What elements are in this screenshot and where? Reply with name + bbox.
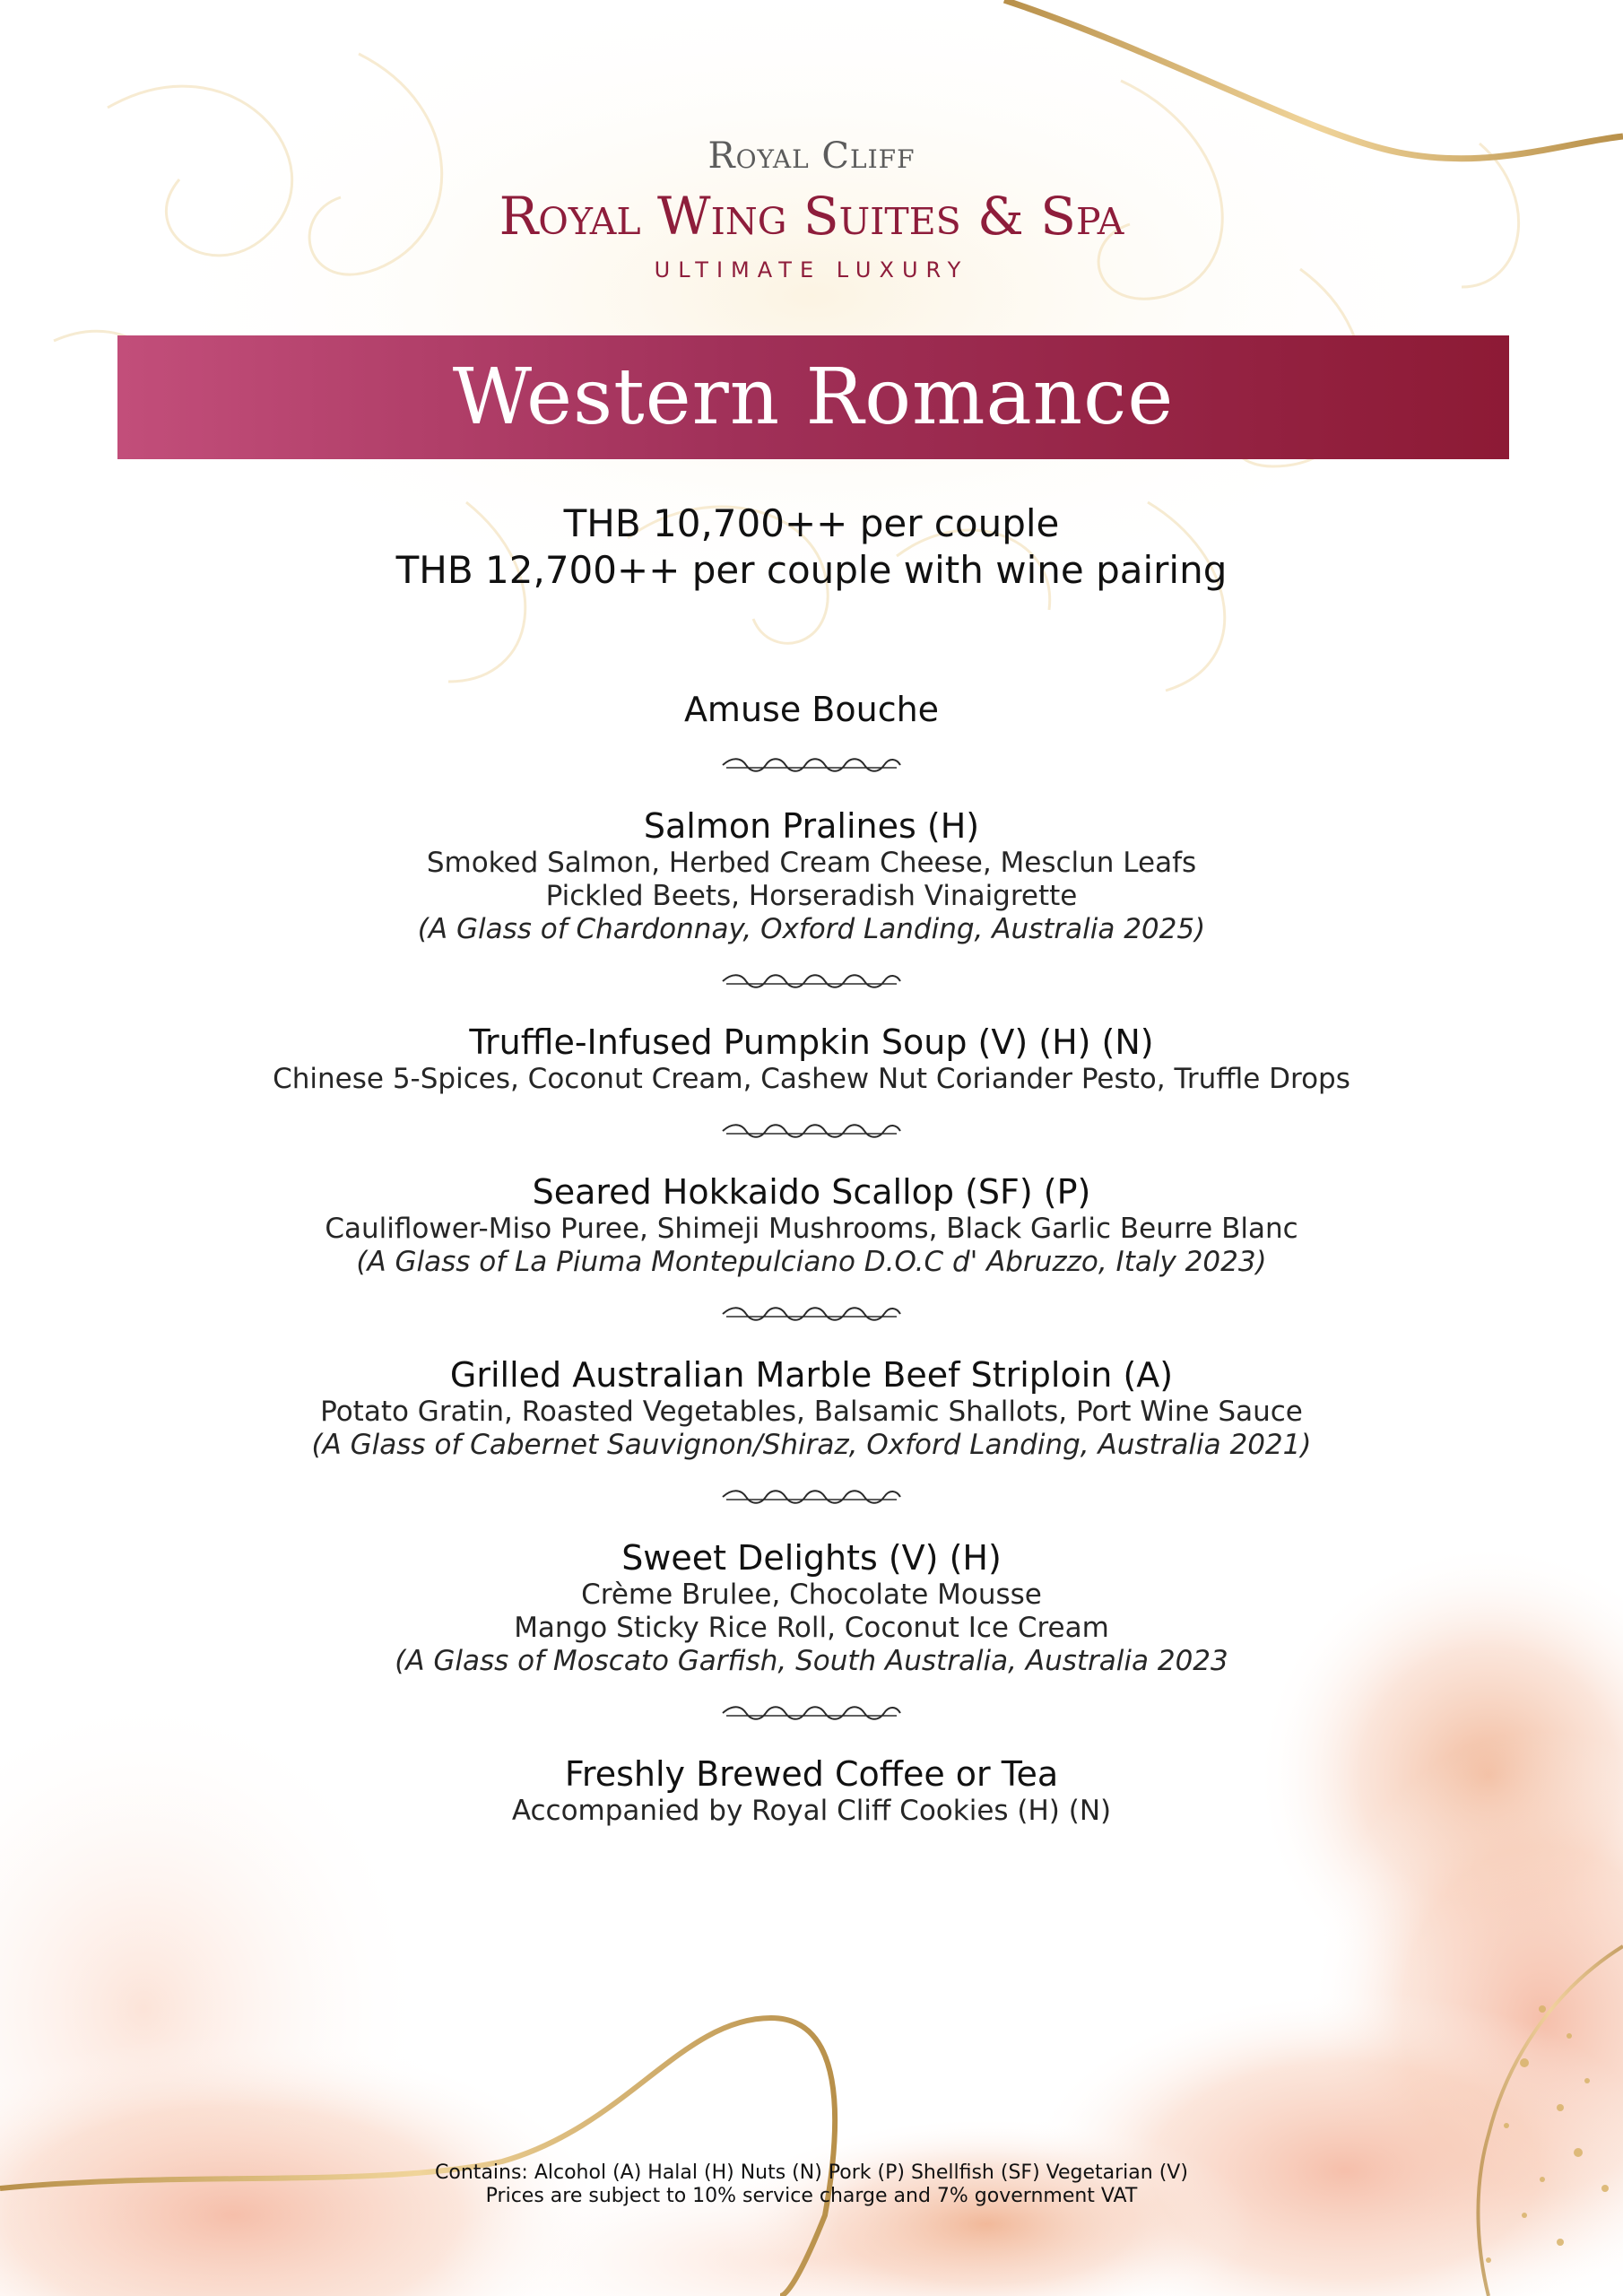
course-description: Pickled Beets, Horseradish Vinaigrette (545, 880, 1078, 912)
course-item (0, 1171, 1623, 1279)
course-list (0, 689, 1623, 1828)
course-description: Chinese 5-Spices, Coconut Cream, Cashew Nut Coriander Pesto, Truffle Drops (273, 1063, 1350, 1095)
course-item (0, 1753, 1623, 1828)
course-description: Cauliflower-Miso Puree, Shimeji Mushrooms, Black Garlic Beurre Blanc (325, 1213, 1298, 1245)
wine-pairing: (A Glass of Chardonnay, Oxford Landing, Australia 2025) (417, 913, 1206, 945)
course-item (0, 1022, 1623, 1096)
ornament-divider (0, 1119, 1623, 1143)
course-item (0, 1537, 1623, 1678)
brand-tagline: ULTIMATE LUXURY (654, 257, 969, 283)
course-description: Accompanied by Royal Cliff Cookies (H) (N) (511, 1795, 1112, 1827)
ornament-divider (0, 1302, 1623, 1326)
price-wine-pairing: THB 12,700++ per couple with wine pairing (395, 548, 1228, 592)
course-title: Truffle-Infused Pumpkin Soup (V) (H) (N) (469, 1022, 1154, 1062)
menu-title: Western Romance (452, 352, 1175, 442)
ornament-divider (0, 753, 1623, 777)
footer (0, 2161, 1623, 2208)
course-title: Amuse Bouche (683, 690, 940, 729)
course-title: Seared Hokkaido Scallop (SF) (P) (532, 1172, 1091, 1212)
course-item (0, 805, 1623, 946)
price-standard: THB 10,700++ per couple (563, 501, 1060, 545)
course-description: Mango Sticky Rice Roll, Coconut Ice Cream (514, 1612, 1109, 1644)
course-title: Grilled Australian Marble Beef Striploin (A) (449, 1355, 1174, 1395)
prices (0, 500, 1623, 594)
course-item (0, 1354, 1623, 1462)
course-item (0, 689, 1623, 730)
brand-main: Royal Wing Suites & Spa (499, 186, 1124, 247)
service-charge-note: Prices are subject to 10% service charge and 7% government VAT (485, 2185, 1138, 2207)
brand-top: Royal Cliff (707, 135, 916, 177)
ornament-divider (0, 1701, 1623, 1725)
ornament-divider (0, 1485, 1623, 1509)
wine-pairing: (A Glass of Cabernet Sauvignon/Shiraz, Oxford Landing, Australia 2021) (311, 1429, 1312, 1461)
allergen-legend: Contains: Alcohol (A) Halal (H) Nuts (N) Pork (P) Shellfish (SF) Vegetarian (V) (435, 2161, 1188, 2184)
title-banner (117, 335, 1509, 459)
brand-logo (0, 133, 1623, 285)
course-description: Smoked Salmon, Herbed Cream Cheese, Mesclun Leafs (426, 847, 1197, 879)
course-title: Freshly Brewed Coffee or Tea (564, 1754, 1059, 1794)
wine-pairing: (A Glass of La Piuma Montepulciano D.O.C d' Abruzzo, Italy 2023) (356, 1246, 1267, 1278)
course-title: Sweet Delights (V) (H) (621, 1538, 1002, 1578)
ornament-divider (0, 970, 1623, 993)
course-title: Salmon Pralines (H) (643, 806, 980, 846)
course-description: Potato Gratin, Roasted Vegetables, Balsamic Shallots, Port Wine Sauce (320, 1396, 1303, 1428)
wine-pairing: (A Glass of Moscato Garfish, South Australia, Australia 2023 (395, 1645, 1228, 1677)
course-description: Crème Brulee, Chocolate Mousse (581, 1578, 1042, 1611)
